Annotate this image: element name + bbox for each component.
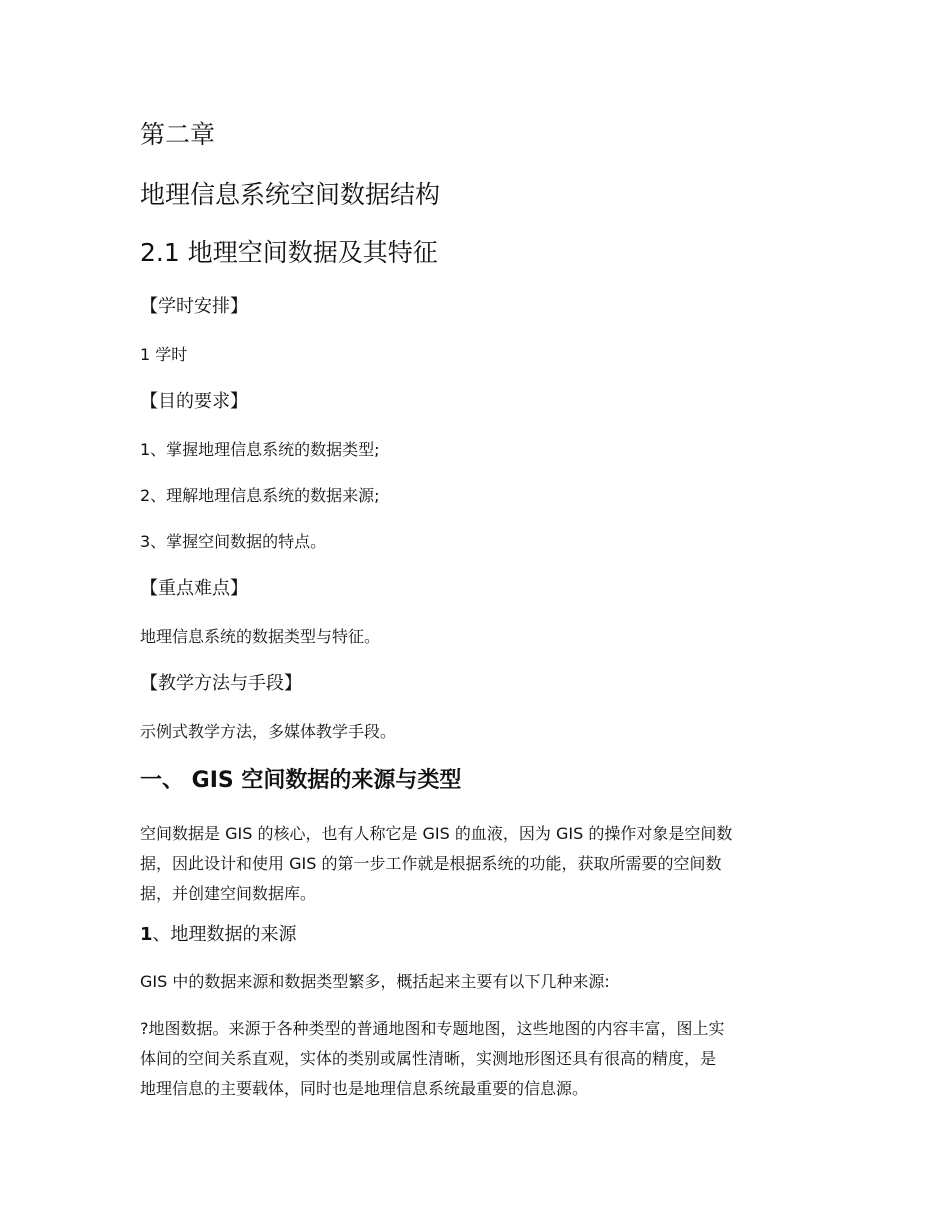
part1-intro-paragraph <box>140 819 812 909</box>
chapter-title: 地理信息系统空间数据结构 <box>140 180 441 209</box>
part1-heading: 一、 GIS 空间数据的来源与类型 <box>140 768 462 793</box>
map-data-paragraph <box>140 1014 812 1104</box>
objective-item-3: 3、掌握空间数据的特点。 <box>140 532 327 551</box>
methods-heading: 【教学方法与手段】 <box>140 673 302 694</box>
sources-intro: GIS 中的数据来源和数据类型繁多，概括起来主要有以下几种来源: <box>140 972 610 991</box>
objective-item-2: 2、理解地理信息系统的数据来源; <box>140 486 380 505</box>
keypoints-heading: 【重点难点】 <box>140 578 248 599</box>
intro-line-3: 据，并创建空间数据库。 <box>140 884 317 903</box>
intro-line-1: 空间数据是 GIS 的核心，也有人称它是 GIS 的血液，因为 GIS 的操作对象是空间数 <box>140 824 733 843</box>
methods-value: 示例式教学方法，多媒体教学手段。 <box>140 722 397 741</box>
chapter-heading: 第二章 <box>140 120 216 149</box>
schedule-heading: 【学时安排】 <box>140 296 248 317</box>
map-data-line-1: ?地图数据。来源于各种类型的普通地图和专题地图，这些地图的内容丰富，图上实 <box>140 1019 725 1038</box>
objectives-heading: 【目的要求】 <box>140 391 248 412</box>
keypoints-value: 地理信息系统的数据类型与特征。 <box>140 627 381 646</box>
map-data-line-2: 体间的空间关系直观，实体的类别或属性清晰，实测地形图还具有很高的精度，是 <box>140 1049 717 1068</box>
section-heading: 2.1 地理空间数据及其特征 <box>140 238 438 267</box>
schedule-value: 1 学时 <box>140 345 188 364</box>
sub1-number: 1 <box>140 924 153 945</box>
map-data-line-3: 地理信息的主要载体，同时也是地理信息系统最重要的信息源。 <box>140 1079 589 1098</box>
sub1-label: 、地理数据的来源 <box>152 924 297 945</box>
objective-item-1: 1、掌握地理信息系统的数据类型; <box>140 440 380 459</box>
intro-line-2: 据，因此设计和使用 GIS 的第一步工作就是根据系统的功能，获取所需要的空间数 <box>140 854 722 873</box>
sub1-heading <box>140 924 297 946</box>
